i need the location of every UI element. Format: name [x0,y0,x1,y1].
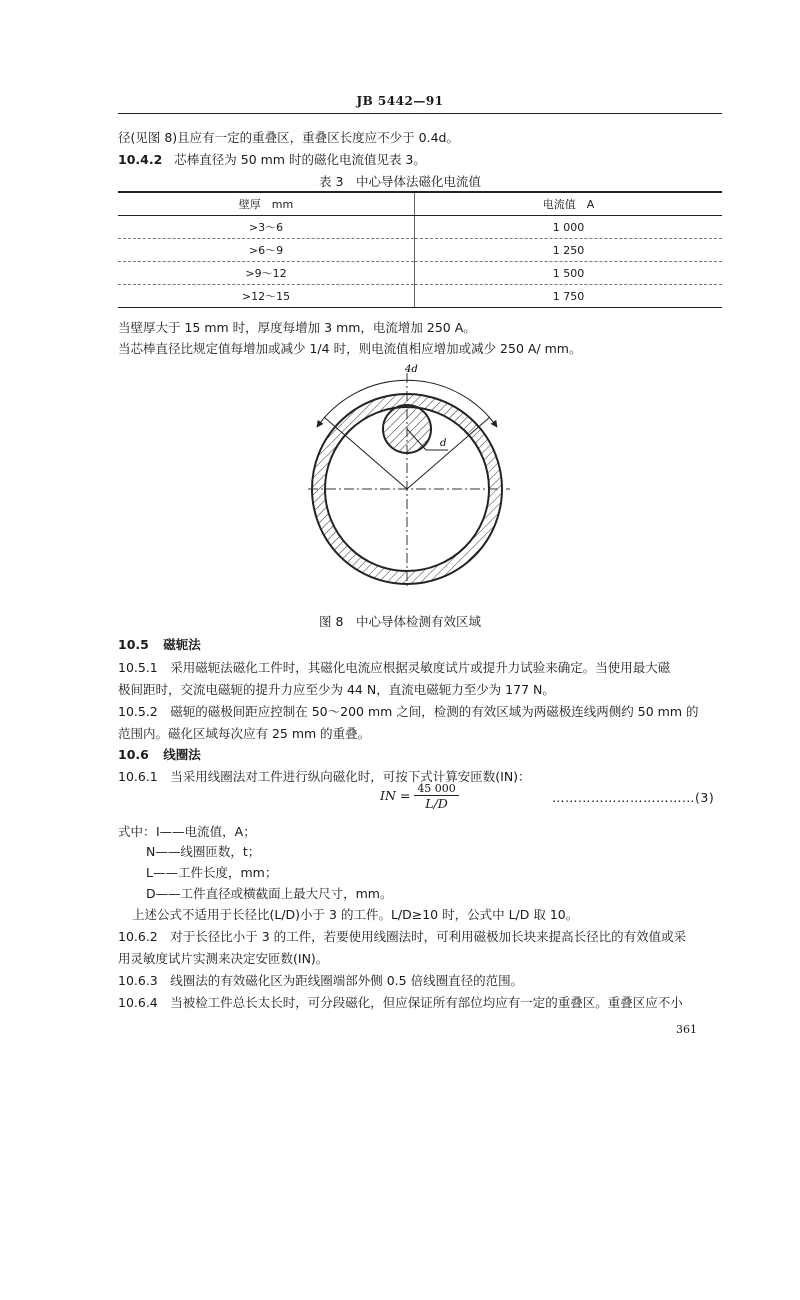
cell-current: 1 500 [415,262,723,285]
label-4d: 4d [405,364,418,375]
document-code: JB 5442—91 [356,94,444,108]
clause-10-6-3: 10.6.3 线圈法的有效磁化区为距线圈端部外侧 0.5 倍线圈直径的范围。 [118,973,524,988]
col-header-current: 电流值 A [415,192,723,216]
figure-8-diagram [300,355,530,600]
section-title: 磁轭法 [163,637,201,652]
clause-10-5-2-line1: 10.5.2 磁轭的磁极间距应控制在 50～200 mm 之间，检测的有效区域为两磁极连线两侧约 50 mm 的 [118,704,699,719]
note-wall-thickness: 当壁厚大于 15 mm 时，厚度每增加 3 mm，电流增加 250 A。 [118,320,476,335]
section-10-5 [118,635,201,653]
where-lead: 式中： [118,824,156,839]
clause-10-4-2 [118,150,426,168]
clause-10-6-4: 10.6.4 当被检工件总长太长时，可分段磁化，但应保证所有部位均应有一定的重叠区。重叠区应不小 [118,995,683,1010]
formula-numerator: 45 000 [414,782,459,796]
clause-number: 10.4.2 [118,152,163,167]
intro-line: 径(见图 8)且应有一定的重叠区，重叠区长度应不少于 0.4d。 [118,130,459,145]
cell-thickness: >12～15 [118,285,415,308]
figure-8-caption: 图 8 中心导体检测有效区域 [319,614,481,629]
clause-10-6-2-line1: 10.6.2 对于长径比小于 3 的工件，若要使用线圈法时，可利用磁极加长块来提高长径比的有效值或采 [118,929,687,944]
page-number: 361 [676,1023,697,1036]
table-header-row [118,192,722,216]
section-10-6 [118,745,201,763]
table-row [118,285,722,308]
note-rod-diameter: 当芯棒直径比规定值每增加或减少 1/4 时，则电流值相应增加或减少 250 A/ mm。 [118,341,582,356]
clause-10-5-1-line1: 10.5.1 采用磁轭法磁化工件时，其磁化电流应根据灵敏度试片或提升力试验来确定。当使用最大磁 [118,660,671,675]
clause-10-5-1-line2: 极间距时，交流电磁轭的提升力应至少为 44 N，直流电磁轭力至少为 177 N。 [118,682,555,697]
col-header-thickness: 壁厚 mm [118,192,415,216]
formula-denominator: L/D [425,796,448,811]
clause-text: 芯棒直径为 50 mm 时的磁化电流值见表 3。 [174,152,426,167]
section-title: 线圈法 [163,747,201,762]
where-item: I——电流值，A； [156,824,256,839]
where-item: N——线圈匝数，t； [146,844,261,859]
table-row [118,262,722,285]
cell-thickness: >9～12 [118,262,415,285]
table-3-title: 表 3 中心导体法磁化电流值 [319,174,481,189]
section-number: 10.5 [118,637,149,652]
cell-current: 1 250 [415,239,723,262]
where-item: L——工件长度，mm； [146,865,278,880]
clause-10-5-2-line2: 范围内。磁化区域每次应有 25 mm 的重叠。 [118,726,371,741]
cell-current: 1 750 [415,285,723,308]
cell-current: 1 000 [415,216,723,239]
cell-thickness: >6～9 [118,239,415,262]
header-rule [118,113,722,114]
section-number: 10.6 [118,747,149,762]
formula-fraction [414,782,459,811]
label-d: d [440,438,447,449]
clause-10-6-1: 10.6.1 当采用线圈法对工件进行纵向磁化时，可按下式计算安匝数(IN)： [118,769,531,784]
table-row [118,239,722,262]
clause-10-6-2-line2: 用灵敏度试片实测来决定安匝数(IN)。 [118,951,329,966]
where-item: D——工件直径或横截面上最大尺寸，mm。 [146,886,393,901]
table-3 [118,191,722,308]
table-row [118,216,722,239]
note-formula-scope: 上述公式不适用于长径比(L/D)小于 3 的工件。L/D≥10 时，公式中 L/D 取 10。 [132,907,579,922]
equation-number: ……………………………(3) [552,790,715,805]
formula-lhs: IN = [380,788,411,803]
cell-thickness: >3～6 [118,216,415,239]
formula-3 [380,782,459,811]
